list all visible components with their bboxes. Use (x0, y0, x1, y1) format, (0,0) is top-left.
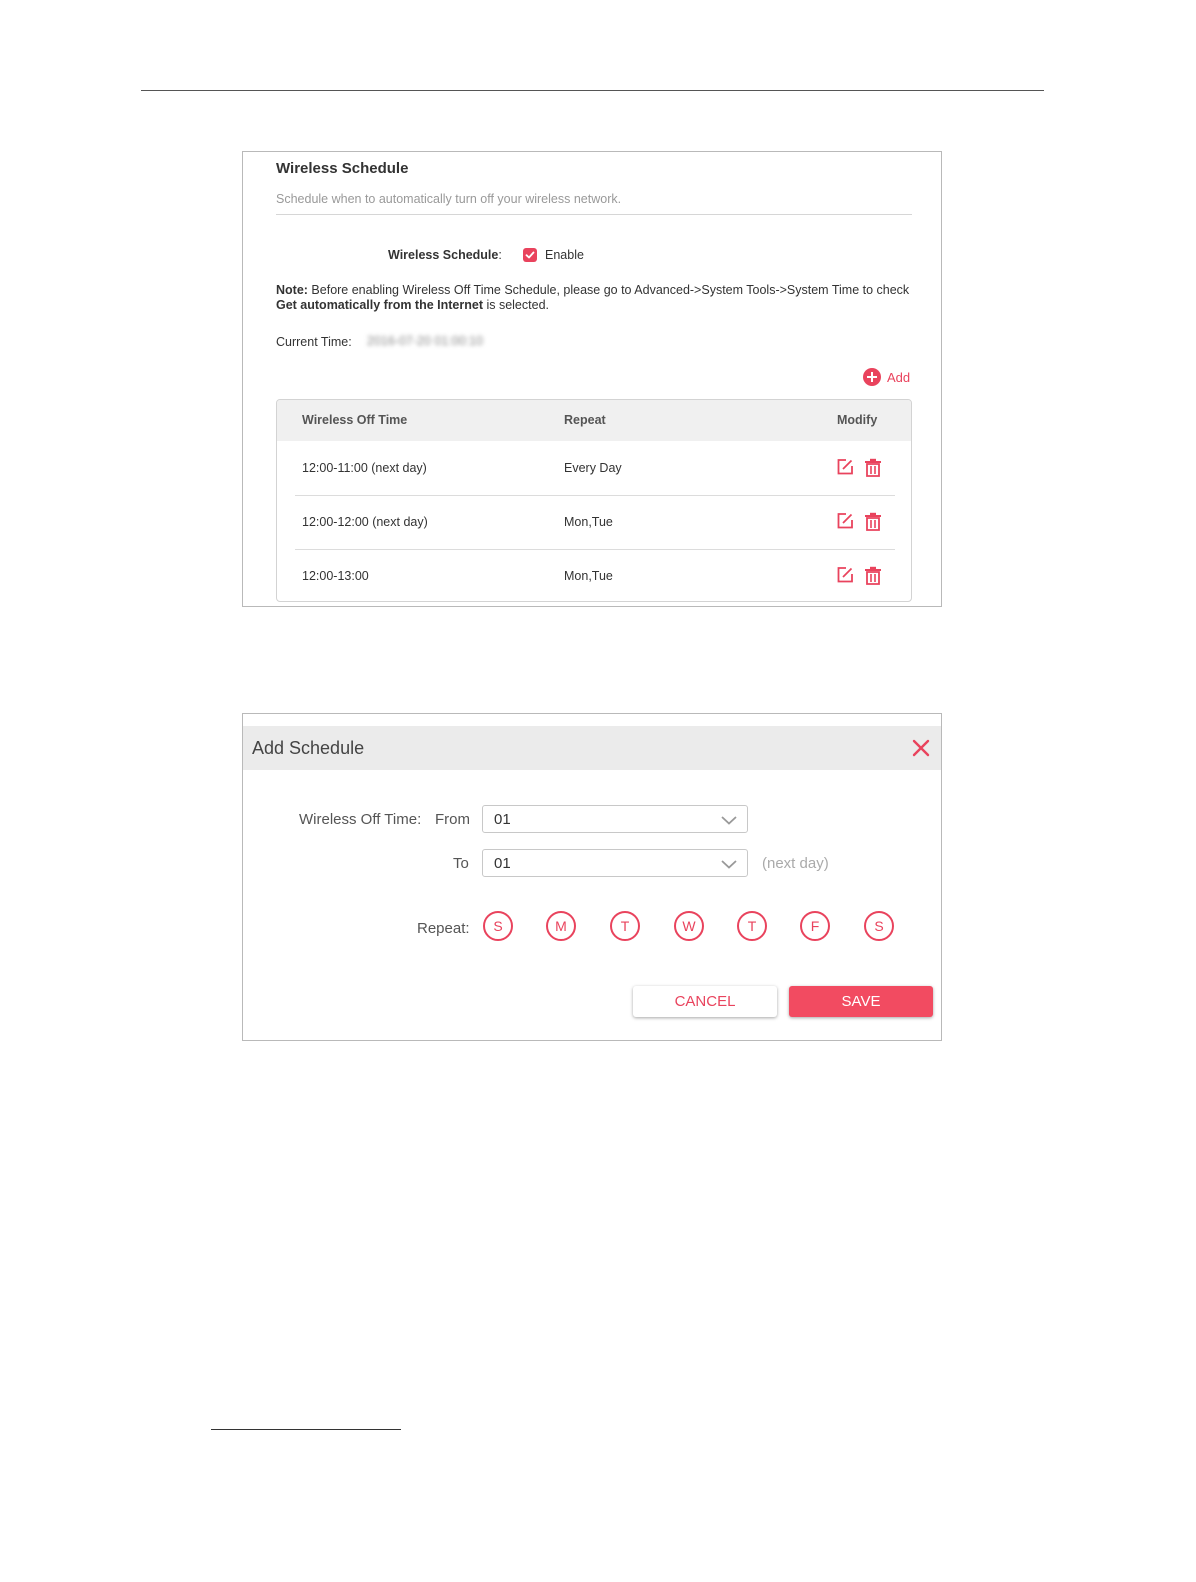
enable-label: Enable (545, 248, 584, 262)
add-label: Add (887, 369, 911, 385)
note-text (276, 283, 916, 313)
from-label: From (435, 811, 470, 828)
page-header-rule (141, 90, 1044, 91)
wireless-schedule-label (388, 248, 502, 262)
current-time-value: 2016-07-20 01:00:10 (367, 334, 484, 348)
label-colon: : (498, 248, 502, 262)
section-title: Wireless Schedule (276, 160, 409, 177)
section-description: Schedule when to automatically turn off your wireless network. (276, 192, 622, 206)
chevron-down-icon (721, 860, 737, 869)
cell-off-time: 12:00-11:00 (next day) (302, 461, 427, 475)
cell-repeat: Mon,Tue (564, 569, 613, 583)
edit-icon[interactable] (836, 512, 854, 530)
note-bold: Note: (276, 283, 308, 297)
dialog-title: Add Schedule (252, 738, 365, 758)
column-header-off-time: Wireless Off Time (302, 413, 408, 427)
cell-off-time: 12:00-13:00 (302, 569, 369, 583)
cell-off-time: 12:00-12:00 (next day) (302, 515, 428, 529)
edit-icon[interactable] (836, 566, 854, 584)
chevron-down-icon (721, 816, 737, 825)
column-header-repeat: Repeat (564, 413, 606, 427)
to-select[interactable] (482, 849, 748, 877)
wireless-schedule-panel (242, 151, 942, 607)
add-schedule-button[interactable] (863, 367, 910, 387)
table-row (295, 441, 895, 496)
day-toggle-friday[interactable]: F (800, 911, 830, 941)
off-time-label: Wireless Off Time: (299, 811, 422, 828)
to-label: To (453, 855, 469, 872)
cell-repeat: Every Day (564, 461, 622, 475)
next-day-label: (next day) (762, 855, 829, 872)
to-select-value: 01 (494, 855, 511, 872)
day-toggle-saturday[interactable]: S (864, 911, 894, 941)
table-row (295, 495, 895, 550)
from-select-value: 01 (494, 811, 511, 828)
day-toggle-thursday[interactable]: T (737, 911, 767, 941)
checkmark-icon (525, 250, 535, 260)
schedule-table (276, 399, 912, 602)
day-toggle-sunday[interactable]: S (483, 911, 513, 941)
current-time-label: Current Time: (276, 335, 352, 349)
day-toggle-tuesday[interactable]: T (610, 911, 640, 941)
table-row (295, 549, 895, 602)
note-body-1: Before enabling Wireless Off Time Schedule, please go to Advanced->System Tools->System Time to check (307, 283, 910, 297)
close-icon[interactable] (911, 738, 931, 758)
trash-icon[interactable] (864, 458, 882, 477)
save-button[interactable]: SAVE (789, 986, 933, 1017)
footnote-rule (211, 1429, 401, 1430)
plus-circle-icon (863, 368, 881, 386)
enable-checkbox[interactable] (523, 248, 537, 262)
trash-icon[interactable] (864, 566, 882, 585)
edit-icon[interactable] (836, 458, 854, 476)
note-bold-2: Get automatically from the Internet (276, 298, 483, 312)
day-toggle-monday[interactable]: M (546, 911, 576, 941)
dialog-header (243, 726, 941, 770)
column-header-modify: Modify (837, 413, 878, 427)
from-select[interactable] (482, 805, 748, 833)
add-schedule-dialog (242, 713, 942, 1041)
trash-icon[interactable] (864, 512, 882, 531)
cancel-button[interactable]: CANCEL (633, 986, 777, 1017)
repeat-label: Repeat: (417, 920, 470, 937)
table-header (277, 400, 911, 441)
note-body-2: is selected. (482, 298, 549, 312)
section-divider (276, 214, 912, 215)
cell-repeat: Mon,Tue (564, 515, 613, 529)
day-toggle-wednesday[interactable]: W (674, 911, 704, 941)
wireless-schedule-label-text: Wireless Schedule (388, 248, 499, 262)
